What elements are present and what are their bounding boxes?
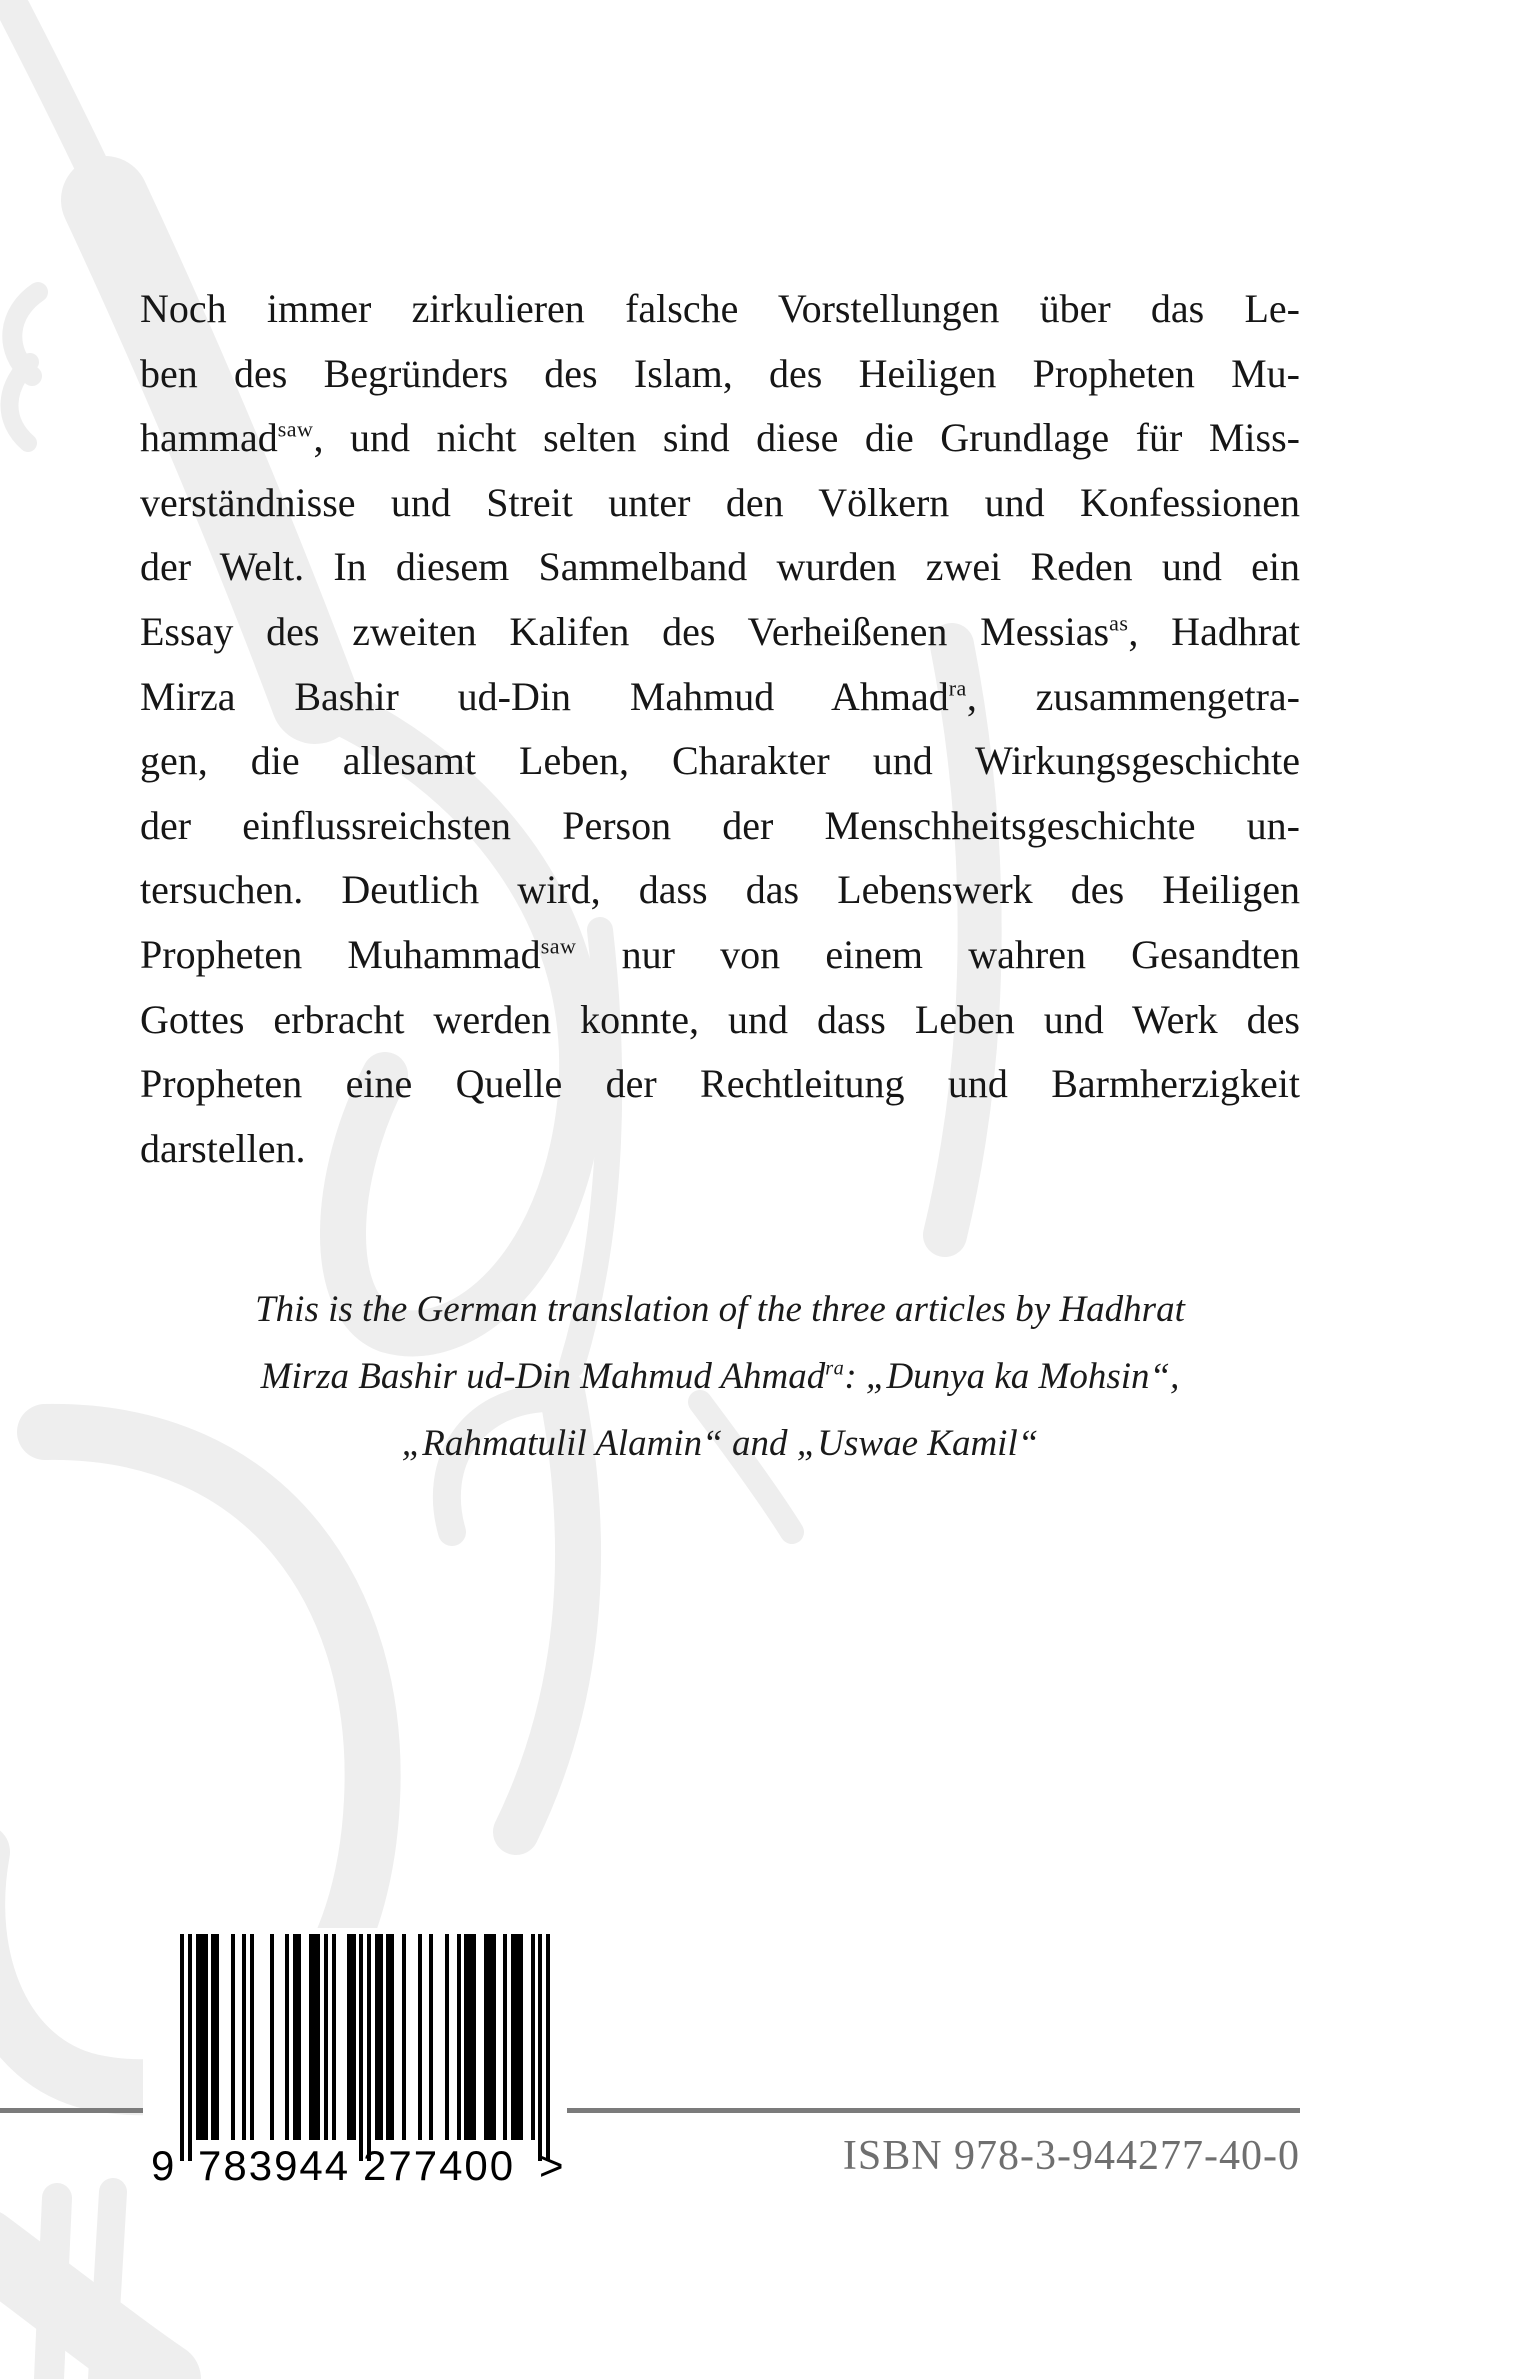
body-line (140, 665, 1300, 730)
text-run: der Welt. In diesem Sammelband wurden zwei Reden und ein (140, 544, 1300, 590)
isbn-label: ISBN 978-3-944277-40-0 (842, 2133, 1300, 2179)
honorific-superscript: ra (948, 675, 967, 701)
barcode-bar (250, 1934, 254, 2140)
barcode-bar (332, 1934, 336, 2140)
text-run: Mirza Bashir ud-Din Mahmud Ahmad (260, 1356, 826, 1397)
body-line (140, 729, 1300, 794)
barcode-bar (285, 1934, 289, 2140)
body-line (140, 471, 1300, 536)
text-run: , Hadhrat (1128, 608, 1301, 654)
barcode-bar (367, 1934, 371, 2161)
text-run: : „Dunya ka Mohsin“, (844, 1356, 1180, 1397)
body-line (140, 858, 1300, 923)
text-run: Mirza Bashir ud-Din Mahmud Ahmad (140, 673, 949, 719)
text-run: This is the German translation of the three articles by Hadhrat (255, 1289, 1185, 1330)
blurb-paragraph (140, 277, 1300, 1181)
barcode-bar (531, 1934, 535, 2140)
text-run: , und nicht selten sind diese die Grundlage für Miss- (313, 415, 1300, 461)
barcode-bar (519, 1934, 523, 2140)
text-run: Essay des zweiten Kalifen des Verheißenen Messias (140, 608, 1110, 654)
text-run: nur von einem wahren Gesandten (576, 931, 1300, 977)
barcode-bar (418, 1934, 422, 2140)
barcode-bar (231, 1934, 235, 2140)
text-run: Noch immer zirkulieren falsche Vorstellungen über das Le- (140, 286, 1300, 331)
body-line (140, 923, 1300, 988)
text-run: gen, die allesamt Leben, Charakter und Wirkungsgeschichte (140, 738, 1300, 784)
barcode-bar (215, 1934, 219, 2140)
note-line (140, 1410, 1300, 1477)
text-run: ben des Begründers des Islam, des Heiligen Propheten Mu- (140, 350, 1300, 396)
barcode (143, 1928, 567, 2190)
honorific-superscript: as (1109, 610, 1129, 636)
barcode-left-digits: 783944 (198, 2142, 351, 2189)
body-line (140, 1117, 1300, 1182)
note-line (140, 1343, 1300, 1410)
barcode-bar (503, 1934, 507, 2140)
barcode-bar (351, 1934, 355, 2140)
barcode-quiet-zone-arrow: > (539, 2142, 564, 2189)
barcode-bar (402, 1934, 406, 2140)
text-run: , zusammengetra- (966, 673, 1300, 719)
text-run: tersuchen. Deutlich wird, dass das Lebenswerk des Heiligen (140, 867, 1300, 913)
honorific-superscript: saw (277, 416, 314, 442)
barcode-bar (242, 1934, 246, 2140)
honorific-superscript: saw (540, 933, 577, 959)
honorific-superscript: ra (825, 1357, 845, 1380)
body-line (140, 988, 1300, 1053)
barcode-bar (270, 1934, 274, 2140)
barcode-bar (472, 1934, 476, 2140)
barcode-bar (188, 1934, 192, 2161)
text-run: Propheten eine Quelle der Rechtleitung und Barmherzigkeit (140, 1061, 1300, 1107)
body-line (140, 600, 1300, 665)
barcode-bar (390, 1934, 394, 2140)
barcode-bar (445, 1934, 449, 2140)
barcode-bar (297, 1934, 301, 2140)
text-run: Propheten Muhammad (140, 931, 541, 977)
barcode-bar (324, 1934, 328, 2140)
text-run: darstellen. (140, 1125, 306, 1171)
body-line (140, 342, 1300, 407)
barcode-bar (359, 1934, 363, 2161)
note-line (140, 1276, 1300, 1343)
body-line (140, 1052, 1300, 1117)
translation-note (140, 1276, 1300, 1477)
text-run: verständnisse und Streit unter den Völkern und Konfessionen (140, 479, 1300, 525)
barcode-right-digits: 277400 (363, 2142, 516, 2189)
barcode-bar (538, 1934, 542, 2161)
barcode-bar (180, 1934, 184, 2161)
barcode-bar (203, 1934, 207, 2140)
barcode-first-digit: 9 (151, 2142, 177, 2189)
barcode-bar (429, 1934, 433, 2140)
barcode-bar (546, 1934, 550, 2161)
barcode-bar (316, 1934, 320, 2140)
text-run: „Rahmatulil Alamin“ and „Uswae Kamil“ (401, 1423, 1039, 1464)
text-run: hammad (140, 415, 278, 461)
body-line (140, 406, 1300, 471)
body-line (140, 277, 1300, 342)
text-run: Gottes erbracht werden konnte, und dass Leben und Werk des (140, 996, 1300, 1042)
barcode-bar (492, 1934, 496, 2140)
text-run: der einflussreichsten Person der Menschheitsgeschichte un- (140, 802, 1300, 848)
barcode-bars (180, 1934, 550, 2161)
body-line (140, 794, 1300, 859)
body-line (140, 535, 1300, 600)
barcode-bar (379, 1934, 383, 2140)
barcode-bar (457, 1934, 461, 2140)
